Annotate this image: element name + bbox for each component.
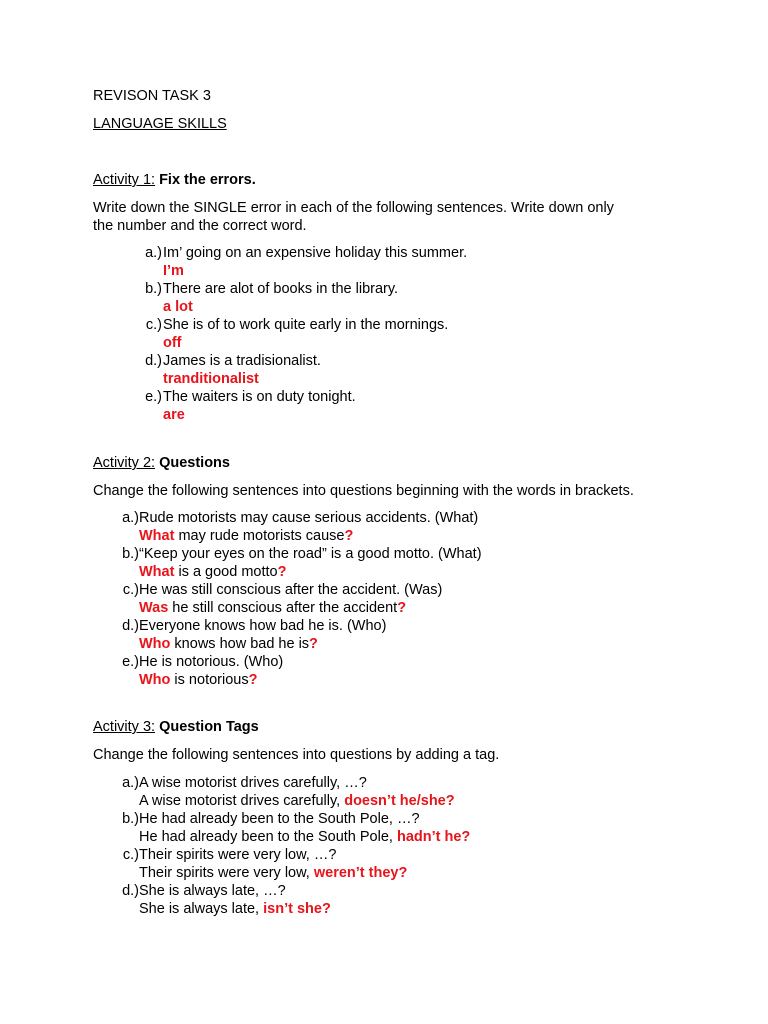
answer-plain: A wise motorist drives carefully, [139, 793, 345, 809]
activity-2-heading: Questions [159, 455, 230, 471]
activity-1-instruction-1: Write down the SINGLE error in each of the following sentences. Write down only [93, 200, 614, 216]
answer-word: What [139, 528, 175, 544]
answer-word: What [139, 564, 175, 580]
item-letter: a.) [145, 245, 162, 261]
item-question: The waiters is on duty tonight. [163, 389, 356, 405]
activity-1-header [93, 171, 256, 189]
answer-tag: weren’t they? [313, 865, 408, 881]
list-item [116, 388, 716, 424]
list-item [116, 316, 716, 352]
item-letter: c.) [122, 582, 139, 598]
document-subtitle: LANGUAGE SKILLS [93, 116, 227, 132]
answer-rest: is a good motto [174, 564, 278, 580]
answer-rest: knows how bad he is [170, 636, 310, 652]
item-question: A wise motorist drives carefully, …? [139, 775, 367, 791]
item-letter: b.) [122, 811, 139, 827]
list-item [93, 846, 693, 882]
item-answer: tranditionalist [163, 371, 259, 387]
item-answer: are [163, 407, 185, 423]
answer-rest: is notorious [170, 672, 249, 688]
item-question: Im’ going on an expensive holiday this summer. [163, 245, 468, 261]
item-answer: I’m [163, 263, 184, 279]
item-answer [139, 635, 739, 653]
item-letter: e.) [122, 654, 139, 670]
item-answer: off [163, 335, 182, 351]
activity-1-instruction-2: the number and the correct word. [93, 218, 307, 234]
question-mark: ? [277, 564, 287, 580]
activity-1-heading: Fix the errors. [159, 172, 256, 188]
document-title: REVISON TASK 3 [93, 88, 211, 104]
item-letter: b.) [122, 546, 139, 562]
item-question: “Keep your eyes on the road” is a good motto. (What) [139, 546, 482, 562]
item-question: He was still conscious after the accident. (Was) [139, 582, 443, 598]
activity-2-instruction: Change the following sentences into questions beginning with the words in brackets. [93, 483, 634, 499]
activity-3-header [93, 718, 259, 736]
question-mark: ? [397, 600, 407, 616]
item-answer [139, 671, 739, 689]
list-item [93, 617, 693, 653]
activity-3-instruction: Change the following sentences into questions by adding a tag. [93, 747, 500, 763]
answer-word: Who [139, 636, 171, 652]
list-item [93, 810, 693, 846]
item-question: Their spirits were very low, …? [139, 847, 337, 863]
item-letter: d.) [122, 618, 139, 634]
item-answer [139, 864, 739, 882]
activity-3-list [93, 774, 693, 918]
question-mark: ? [309, 636, 318, 652]
activity-2-list [93, 509, 693, 689]
list-item [93, 882, 693, 918]
item-question: She is always late, …? [139, 883, 286, 899]
activity-2-label: Activity 2: [93, 455, 156, 471]
answer-tag: isn’t she? [263, 901, 331, 917]
list-item [116, 280, 716, 316]
item-question: Rude motorists may cause serious accidents. (What) [139, 510, 479, 526]
answer-rest: may rude motorists cause [174, 528, 345, 544]
answer-word: Who [139, 672, 171, 688]
item-question: He is notorious. (Who) [139, 654, 284, 670]
answer-word: Was [139, 600, 169, 616]
item-letter: e.) [145, 389, 162, 405]
activity-3-label: Activity 3: [93, 719, 156, 735]
item-question: Everyone knows how bad he is. (Who) [139, 618, 387, 634]
list-item [93, 653, 693, 689]
item-letter: c.) [145, 317, 162, 333]
item-answer [139, 900, 739, 918]
answer-plain: She is always late, [139, 901, 264, 917]
answer-plain: Their spirits were very low, [139, 865, 314, 881]
activity-3-heading: Question Tags [159, 719, 259, 735]
item-answer: a lot [163, 299, 193, 315]
item-answer [139, 828, 739, 846]
answer-rest: he still conscious after the accident [168, 600, 398, 616]
activity-1-list [116, 244, 716, 424]
list-item [93, 545, 693, 581]
item-question: There are alot of books in the library. [163, 281, 399, 297]
item-question: She is of to work quite early in the mornings. [163, 317, 449, 333]
item-answer [139, 563, 739, 581]
item-letter: d.) [145, 353, 162, 369]
activity-2-header [93, 454, 230, 472]
activity-1-label: Activity 1: [93, 172, 156, 188]
list-item [116, 352, 716, 388]
item-answer [139, 599, 739, 617]
answer-plain: He had already been to the South Pole, [139, 829, 397, 845]
question-mark: ? [344, 528, 354, 544]
answer-tag: doesn’t he/she? [344, 793, 455, 809]
list-item [93, 509, 693, 545]
item-question: He had already been to the South Pole, …? [139, 811, 420, 827]
list-item [93, 581, 693, 617]
item-question: James is a tradisionalist. [163, 353, 321, 369]
list-item [93, 774, 693, 810]
item-letter: a.) [122, 775, 139, 791]
list-item [116, 244, 716, 280]
answer-tag: hadn’t he? [396, 829, 471, 845]
item-answer [139, 527, 739, 545]
item-letter: d.) [122, 883, 139, 899]
item-letter: b.) [145, 281, 162, 297]
item-letter: c.) [122, 847, 139, 863]
item-letter: a.) [122, 510, 139, 526]
item-answer [139, 792, 739, 810]
question-mark: ? [248, 672, 258, 688]
